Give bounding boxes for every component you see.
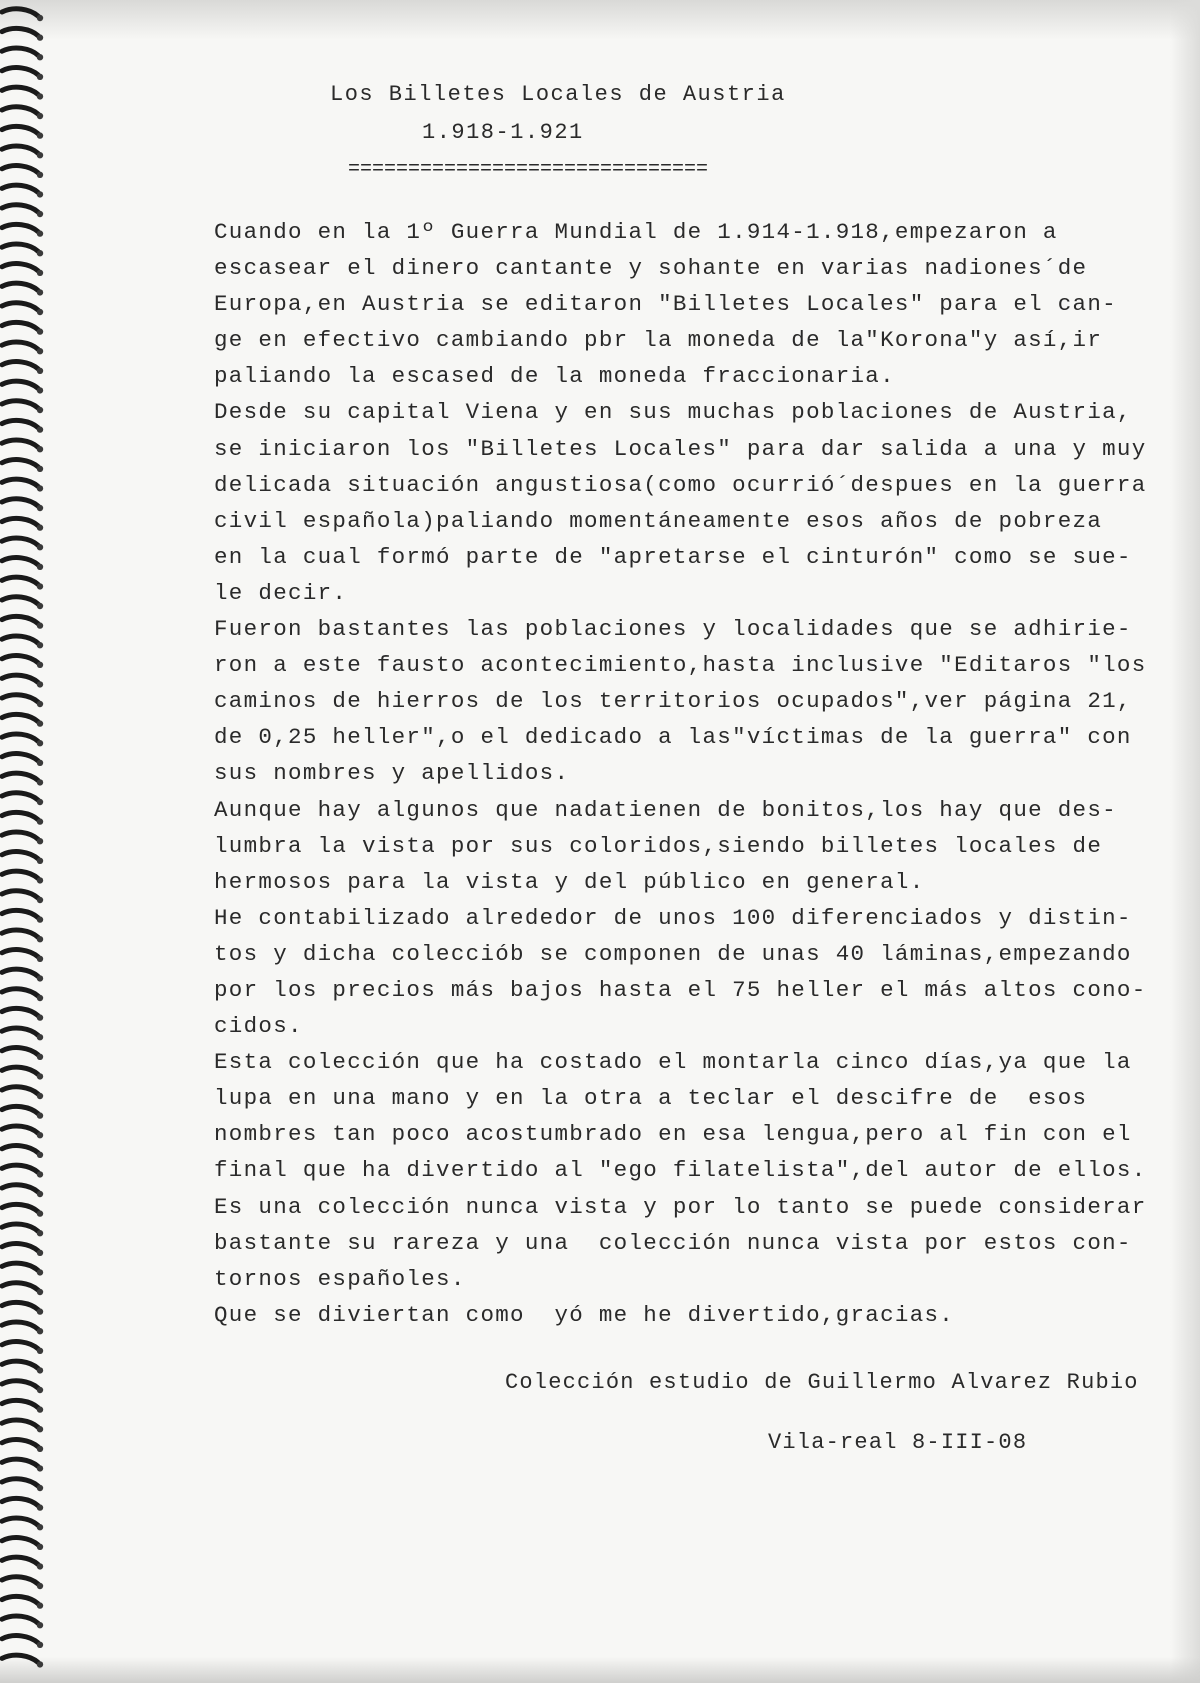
binding-ring: [2, 773, 38, 780]
binding-hole: [37, 1250, 43, 1256]
spiral-binding: [0, 0, 48, 1683]
binding-hole: [37, 858, 43, 864]
binding-ring: [2, 1381, 38, 1388]
binding-hole: [37, 1622, 43, 1628]
binding-hole: [37, 740, 43, 746]
binding-hole: [37, 799, 43, 805]
text-line: Desde su capital Viena y en sus muchas poblaciones de Austria,: [214, 399, 1132, 426]
binding-ring: [2, 499, 38, 506]
binding-hole: [37, 230, 43, 236]
binding-ring: [2, 1440, 38, 1447]
binding-ring: [2, 969, 38, 976]
binding-ring: [2, 401, 38, 408]
binding-ring: [2, 656, 38, 663]
binding-ring: [2, 1048, 38, 1055]
binding-hole: [37, 995, 43, 1001]
binding-hole: [37, 113, 43, 119]
binding-hole: [37, 564, 43, 570]
binding-ring: [2, 695, 38, 702]
binding-ring: [2, 989, 38, 996]
binding-hole: [37, 348, 43, 354]
binding-hole: [37, 603, 43, 609]
binding-ring: [2, 675, 38, 682]
binding-hole: [37, 1054, 43, 1060]
binding-hole: [37, 583, 43, 589]
binding-hole: [37, 1073, 43, 1079]
binding-hole: [37, 387, 43, 393]
text-line: Aunque hay algunos que nadatienen de bonitos,los hay que des-: [214, 796, 1117, 823]
text-line: Europa,en Austria se editaron "Billetes Locales" para el can-: [214, 291, 1117, 318]
binding-ring: [2, 342, 38, 349]
binding-hole: [37, 877, 43, 883]
binding-ring: [2, 910, 38, 917]
text-line: Es una colección nunca vista y por lo tanto se puede considerar: [214, 1193, 1147, 1220]
binding-ring: [2, 734, 38, 741]
binding-ring: [2, 1577, 38, 1584]
title-underline: ==============================: [348, 158, 709, 181]
binding-hole: [37, 1367, 43, 1373]
binding-ring: [2, 1538, 38, 1545]
text-line: Cuando en la 1º Guerra Mundial de 1.914-1.918,empezaron a: [214, 219, 1058, 245]
binding-ring: [2, 1283, 38, 1290]
text-line: final que ha divertido al "ego filatelista",del autor de ellos.: [214, 1157, 1147, 1184]
binding-ring: [2, 28, 38, 35]
binding-hole: [37, 1191, 43, 1197]
binding-hole: [37, 701, 43, 707]
binding-ring: [2, 1636, 38, 1643]
binding-hole: [37, 956, 43, 962]
binding-hole: [37, 15, 43, 21]
text-line: Fueron bastantes las poblaciones y localidades que se adhirie-: [214, 616, 1132, 643]
binding-ring: [2, 793, 38, 800]
binding-hole: [37, 368, 43, 374]
binding-ring: [2, 1479, 38, 1486]
binding-hole: [37, 1661, 43, 1667]
binding-ring: [2, 1322, 38, 1329]
binding-ring: [2, 852, 38, 859]
binding-hole: [37, 309, 43, 315]
binding-ring: [2, 812, 38, 819]
binding-hole: [37, 916, 43, 922]
binding-ring: [2, 264, 38, 271]
text-line: bastante su rareza y una colección nunca vista por estos con-: [214, 1229, 1132, 1256]
text-line: cidos.: [214, 1013, 303, 1040]
binding-hole: [37, 760, 43, 766]
binding-hole: [37, 485, 43, 491]
binding-ring: [2, 1067, 38, 1074]
binding-hole: [37, 93, 43, 99]
binding-ring: [2, 754, 38, 761]
binding-ring: [2, 577, 38, 584]
binding-hole: [37, 1387, 43, 1393]
text-line: sus nombres y apellidos.: [214, 760, 570, 787]
binding-hole: [37, 211, 43, 217]
binding-ring: [2, 68, 38, 75]
binding-hole: [37, 1426, 43, 1432]
binding-ring: [2, 440, 38, 447]
page-shadow-right: [1170, 0, 1200, 1683]
binding-ring: [2, 950, 38, 957]
binding-ring: [2, 597, 38, 604]
binding-ring: [2, 1616, 38, 1623]
text-line: ge en efectivo cambiando pbr la moneda de la"Korona"y así,ir: [214, 327, 1103, 354]
binding-hole: [37, 54, 43, 60]
document-title: Los Billetes Locales de Austria: [330, 82, 786, 107]
binding-hole: [37, 505, 43, 511]
binding-hole: [37, 34, 43, 40]
binding-hole: [37, 1112, 43, 1118]
binding-ring: [2, 303, 38, 310]
binding-hole: [37, 1152, 43, 1158]
binding-ring: [2, 1008, 38, 1015]
text-line: Que se diviertan como yó me he divertido,gracias.: [214, 1301, 955, 1328]
binding-ring: [2, 1165, 38, 1172]
text-line: de 0,25 heller",o el dedicado a las"víctimas de la guerra" con: [214, 724, 1132, 751]
binding-hole: [37, 1524, 43, 1530]
text-line: escasear el dinero cantante y sohante en varias nadiones´de: [214, 255, 1088, 282]
binding-ring: [2, 185, 38, 192]
text-line: tornos españoles.: [214, 1265, 466, 1292]
binding-ring: [2, 1518, 38, 1525]
text-line: se iniciaron los "Billetes Locales" para dar salida a una y muy: [214, 435, 1147, 462]
binding-ring: [2, 48, 38, 55]
binding-ring: [2, 205, 38, 212]
binding-hole: [37, 1289, 43, 1295]
text-line: por los precios más bajos hasta el 75 heller el más altos cono-: [214, 976, 1147, 1003]
binding-hole: [37, 191, 43, 197]
binding-ring: [2, 1655, 38, 1662]
binding-ring: [2, 420, 38, 427]
text-line: hermosos para la vista y del público en general.: [214, 868, 925, 895]
binding-hole: [37, 426, 43, 432]
binding-hole: [37, 838, 43, 844]
binding-hole: [37, 1230, 43, 1236]
binding-ring: [2, 518, 38, 525]
binding-hole: [37, 720, 43, 726]
binding-ring: [2, 1498, 38, 1505]
place-date: Vila-real 8-III-08: [768, 1430, 1028, 1455]
binding-ring: [2, 832, 38, 839]
document-body: [214, 214, 1174, 1333]
binding-ring: [2, 479, 38, 486]
binding-hole: [37, 74, 43, 80]
text-line: en la cual formó parte de "apretarse el cinturón" como se sue-: [214, 543, 1132, 570]
binding-ring: [2, 381, 38, 388]
binding-hole: [37, 662, 43, 668]
binding-ring: [2, 1244, 38, 1251]
text-line: lupa en una mano y en la otra a teclar el descifre de esos: [214, 1085, 1088, 1112]
binding-ring: [2, 1557, 38, 1564]
binding-hole: [37, 524, 43, 530]
text-line: civil española)paliando momentáneamente esos años de pobreza: [214, 507, 1103, 534]
binding-ring: [2, 538, 38, 545]
text-line: He contabilizado alrededor de unos 100 diferenciados y distin-: [214, 904, 1132, 931]
binding-hole: [37, 975, 43, 981]
binding-hole: [37, 1602, 43, 1608]
binding-hole: [37, 1093, 43, 1099]
binding-hole: [37, 270, 43, 276]
binding-hole: [37, 172, 43, 178]
binding-ring: [2, 1126, 38, 1133]
text-line: Esta colección que ha costado el montarla cinco días,ya que la: [214, 1049, 1132, 1076]
binding-hole: [37, 897, 43, 903]
binding-hole: [37, 446, 43, 452]
binding-ring: [2, 1185, 38, 1192]
binding-hole: [37, 1210, 43, 1216]
binding-ring: [2, 460, 38, 467]
binding-ring: [2, 1302, 38, 1309]
binding-hole: [37, 818, 43, 824]
binding-ring: [2, 1459, 38, 1466]
binding-hole: [37, 1465, 43, 1471]
binding-ring: [2, 283, 38, 290]
binding-hole: [37, 936, 43, 942]
binding-hole: [37, 1269, 43, 1275]
document-years: 1.918-1.921: [422, 120, 584, 145]
binding-ring: [2, 1420, 38, 1427]
binding-ring: [2, 126, 38, 133]
binding-ring: [2, 1106, 38, 1113]
text-line: ron a este fausto acontecimiento,hasta inclusive "Editaros "los: [214, 652, 1147, 679]
binding-ring: [2, 616, 38, 623]
text-line: le decir.: [214, 579, 348, 606]
binding-ring: [2, 930, 38, 937]
binding-ring: [2, 714, 38, 721]
page-shadow-top: [0, 0, 1200, 40]
binding-ring: [2, 244, 38, 251]
binding-ring: [2, 146, 38, 153]
binding-ring: [2, 1361, 38, 1368]
binding-ring: [2, 107, 38, 114]
text-line: tos y dicha colecciób se componen de unas 40 láminas,empezando: [214, 940, 1132, 967]
binding-hole: [37, 1014, 43, 1020]
binding-hole: [37, 1485, 43, 1491]
binding-hole: [37, 642, 43, 648]
binding-ring: [2, 9, 38, 16]
binding-hole: [37, 1171, 43, 1177]
binding-ring: [2, 1224, 38, 1231]
binding-ring: [2, 1263, 38, 1270]
binding-hole: [37, 1132, 43, 1138]
binding-ring: [2, 322, 38, 329]
binding-hole: [37, 1406, 43, 1412]
binding-hole: [37, 407, 43, 413]
binding-hole: [37, 1308, 43, 1314]
binding-hole: [37, 466, 43, 472]
binding-ring: [2, 558, 38, 565]
signature: Colección estudio de Guillermo Alvarez Rubio: [505, 1370, 1139, 1395]
binding-hole: [37, 1642, 43, 1648]
binding-ring: [2, 166, 38, 173]
binding-ring: [2, 891, 38, 898]
binding-ring: [2, 87, 38, 94]
binding-hole: [37, 328, 43, 334]
binding-ring: [2, 1400, 38, 1407]
binding-ring: [2, 1146, 38, 1153]
text-line: nombres tan poco acostumbrado en esa lengua,pero al fin con el: [214, 1121, 1132, 1148]
binding-ring: [2, 636, 38, 643]
binding-hole: [37, 622, 43, 628]
binding-hole: [37, 1328, 43, 1334]
page-shadow-bottom: [0, 1657, 1200, 1683]
text-line: delicada situación angustiosa(como ocurrió´despues en la guerra: [214, 471, 1147, 498]
binding-hole: [37, 1446, 43, 1452]
binding-hole: [37, 250, 43, 256]
binding-hole: [37, 1563, 43, 1569]
binding-ring: [2, 1596, 38, 1603]
binding-hole: [37, 1504, 43, 1510]
text-line: lumbra la vista por sus coloridos,siendo billetes locales de: [214, 832, 1103, 859]
binding-ring: [2, 362, 38, 369]
binding-hole: [37, 681, 43, 687]
binding-ring: [2, 1087, 38, 1094]
text-line: caminos de hierros de los territorios ocupados",ver página 21,: [214, 688, 1132, 715]
binding-hole: [37, 152, 43, 158]
binding-ring: [2, 224, 38, 231]
binding-hole: [37, 779, 43, 785]
binding-ring: [2, 1028, 38, 1035]
text-line: paliando la escased de la moneda fraccionaria.: [214, 363, 895, 390]
binding-ring: [2, 1342, 38, 1349]
binding-hole: [37, 132, 43, 138]
binding-hole: [37, 1348, 43, 1354]
binding-hole: [37, 544, 43, 550]
binding-ring: [2, 1204, 38, 1211]
binding-hole: [37, 1034, 43, 1040]
binding-hole: [37, 1583, 43, 1589]
binding-ring: [2, 871, 38, 878]
binding-hole: [37, 1544, 43, 1550]
binding-hole: [37, 289, 43, 295]
